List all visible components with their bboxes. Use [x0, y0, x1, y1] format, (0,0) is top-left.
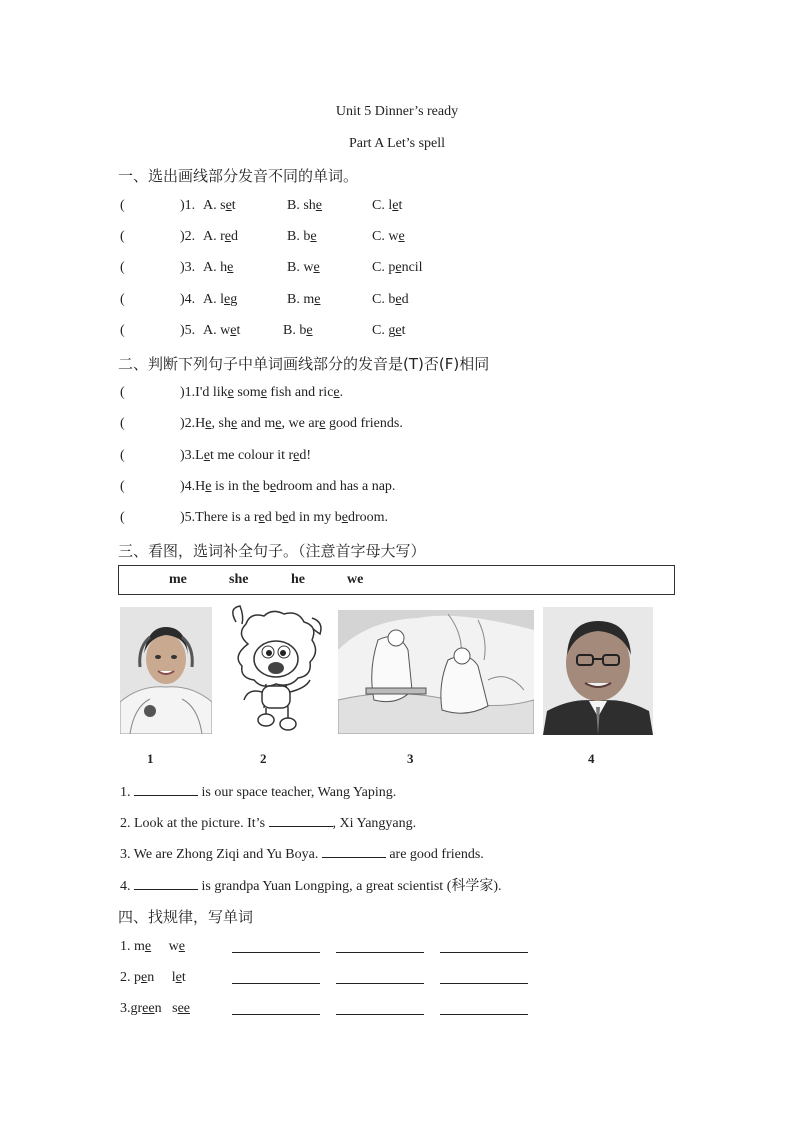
answer-paren-open: (: [120, 292, 125, 307]
answer-slot[interactable]: [128, 416, 178, 434]
judgement-sentence: )4.He is in the bedroom and has a nap.: [180, 479, 396, 494]
answer-paren-open: (: [120, 479, 125, 494]
picture-label-1: 1: [147, 751, 154, 766]
option-c: C. bed: [372, 292, 409, 307]
answer-slot[interactable]: [128, 385, 178, 403]
option-c: C. pencil: [372, 260, 423, 275]
section3-heading: 三、看图，选词补全句子。（注意首字母大写）: [118, 542, 426, 560]
question-number: )5.: [180, 323, 196, 338]
answer-paren-open: (: [120, 198, 125, 213]
judgement-sentence: )1.I'd like some fish and rice.: [180, 385, 344, 400]
write-word-line[interactable]: [232, 983, 320, 984]
cartoon-sheep-picture: [226, 604, 326, 734]
sentence-3: 3. We are Zhong Ziqi and Yu Boya. are good friends.: [120, 844, 484, 863]
answer-slot[interactable]: [128, 260, 178, 278]
option-a: A. red: [203, 229, 238, 244]
write-word-line[interactable]: [336, 1014, 424, 1015]
answer-slot[interactable]: [128, 198, 178, 216]
answer-blank-2[interactable]: [269, 813, 333, 827]
word-bank-box: [118, 565, 675, 595]
answer-slot[interactable]: [128, 448, 178, 466]
answer-blank-1[interactable]: [134, 782, 198, 796]
zhong-ziqi-yu-boya-picture: [338, 610, 534, 734]
word-bank-me: me: [169, 572, 187, 587]
astronaut-photo: [120, 607, 212, 734]
section2-heading: 二、判断下列句子中单词画线部分的发音是(T)否(F)相同: [118, 355, 490, 373]
pattern-words: 3.green see: [120, 1001, 190, 1016]
write-word-line[interactable]: [440, 983, 528, 984]
answer-blank-4[interactable]: [134, 876, 198, 890]
write-word-line[interactable]: [440, 952, 528, 953]
word-bank-she: she: [229, 572, 249, 587]
question-number: )4.: [180, 292, 196, 307]
question-number: )3.: [180, 260, 196, 275]
sentence-4: 4. is grandpa Yuan Longping, a great scientist (科学家).: [120, 875, 502, 895]
answer-slot[interactable]: [128, 510, 178, 528]
answer-slot[interactable]: [128, 479, 178, 497]
answer-paren-open: (: [120, 510, 125, 525]
write-word-line[interactable]: [232, 1014, 320, 1015]
answer-paren-open: (: [120, 448, 125, 463]
answer-paren-open: (: [120, 416, 125, 431]
pattern-words: 1. me we: [120, 939, 185, 954]
write-word-line[interactable]: [440, 1014, 528, 1015]
page-title: Unit 5 Dinner’s ready: [335, 104, 459, 119]
word-bank-we: we: [347, 572, 364, 587]
option-c: C. get: [372, 323, 406, 338]
option-b: B. be: [287, 229, 317, 244]
sentence-1: 1. is our space teacher, Wang Yaping.: [120, 782, 396, 801]
option-a: A. set: [203, 198, 236, 213]
option-a: A. wet: [203, 323, 241, 338]
portrait-photo: [543, 607, 653, 735]
answer-slot[interactable]: [128, 229, 178, 247]
option-c: C. we: [372, 229, 405, 244]
judgement-sentence: )3.Let me colour it red!: [180, 448, 312, 463]
picture-label-2: 2: [260, 751, 267, 766]
option-c: C. let: [372, 198, 403, 213]
answer-paren-open: (: [120, 229, 125, 244]
sentence-2: 2. Look at the picture. It’s , Xi Yangyang.: [120, 813, 416, 832]
answer-paren-open: (: [120, 323, 125, 338]
section1-heading: 一、选出画线部分发音不同的单词。: [118, 167, 359, 185]
judgement-sentence: )5.There is a red bed in my bedroom.: [180, 510, 389, 525]
question-number: )1.: [180, 198, 196, 213]
question-number: )2.: [180, 229, 196, 244]
answer-paren-open: (: [120, 385, 125, 400]
write-word-line[interactable]: [232, 952, 320, 953]
section4-heading: 四、找规律，写单词: [118, 908, 254, 926]
option-b: B. be: [283, 323, 313, 338]
pattern-words: 2. pen let: [120, 970, 186, 985]
option-b: B. we: [287, 260, 320, 275]
word-bank-he: he: [291, 572, 305, 587]
page-subtitle: Part A Let’s spell: [348, 136, 446, 151]
option-b: B. she: [287, 198, 323, 213]
option-a: A. leg: [203, 292, 238, 307]
write-word-line[interactable]: [336, 952, 424, 953]
write-word-line[interactable]: [336, 983, 424, 984]
answer-slot[interactable]: [128, 323, 178, 341]
answer-blank-3[interactable]: [322, 844, 386, 858]
option-a: A. he: [203, 260, 234, 275]
answer-slot[interactable]: [128, 292, 178, 310]
answer-paren-open: (: [120, 260, 125, 275]
picture-label-4: 4: [588, 751, 595, 766]
option-b: B. me: [287, 292, 321, 307]
judgement-sentence: )2.He, she and me, we are good friends.: [180, 416, 403, 431]
picture-label-3: 3: [407, 751, 414, 766]
